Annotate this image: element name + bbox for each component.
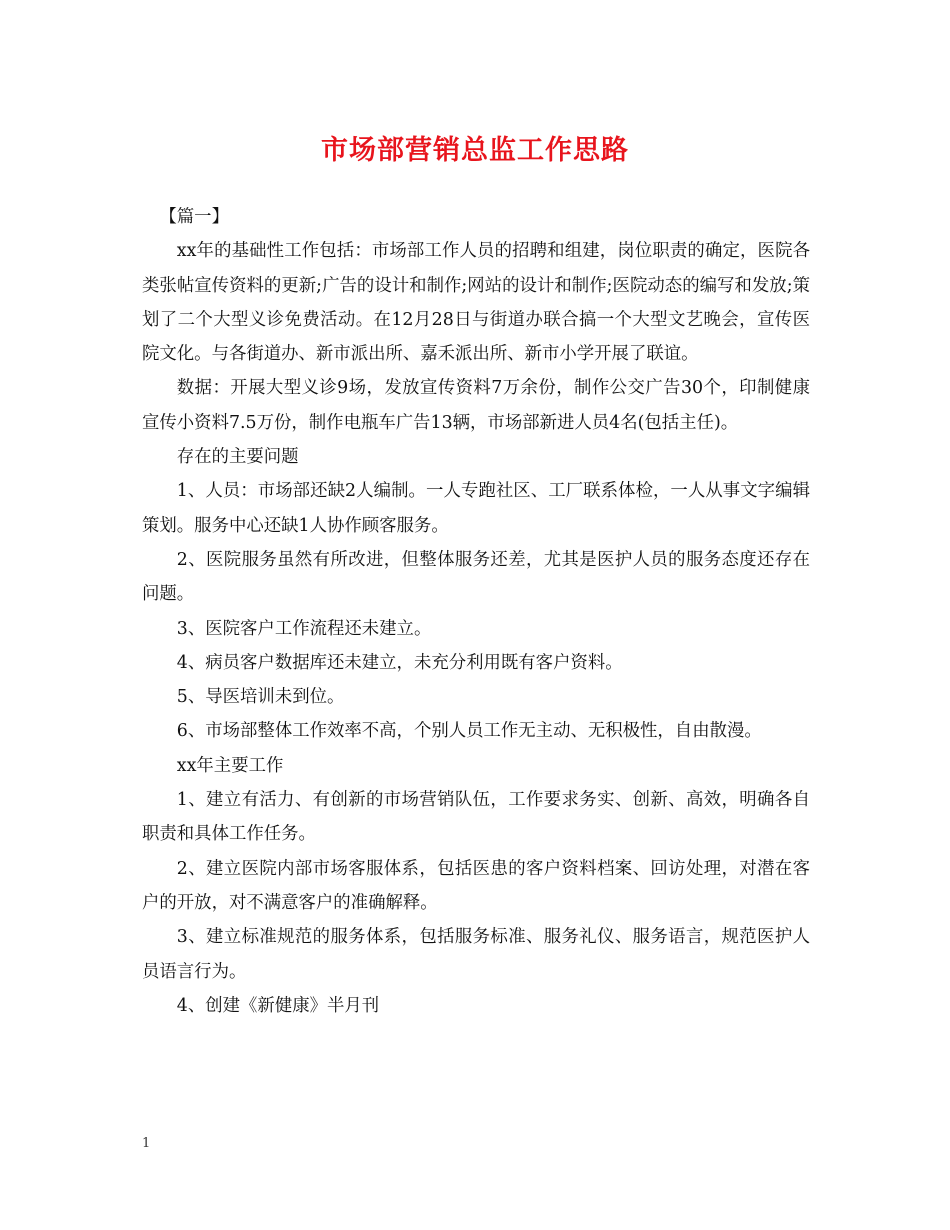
paragraph: 数据：开展大型义诊9场，发放宣传资料7万余份，制作公交广告30个，印制健康宣传小资料7.5万份，制作电瓶车广告13辆，市场部新进人员4名(包括主任)。 [142, 378, 810, 433]
page-number: 1 [142, 1136, 151, 1151]
list-item: 4、创建《新健康》半月刊 [176, 995, 380, 1016]
list-item: 1、人员：市场部还缺2人编制。一人专跑社区、工厂联系体检，一人从事文字编辑策划。服务中心还缺1人协作顾客服务。 [142, 481, 810, 536]
subheading: 存在的主要问题 [176, 447, 299, 468]
paragraph: xx年的基础性工作包括：市场部工作人员的招聘和组建，岗位职责的确定，医院各类张帖宣传资料的更新;广告的设计和制作;网站的设计和制作;医院动态的编写和发放;策划了二个大型义诊免费活动。在12月28日与街道办联合搞一个大型文艺晚会，宣传医院文化。与各街道办、新市派出所、嘉禾派出所、新市小学开展了联谊。 [142, 241, 810, 365]
list-item: 3、建立标准规范的服务体系，包括服务标准、服务礼仪、服务语言，规范医护人员语言行为。 [142, 927, 810, 982]
list-item: 5、导医培训未到位。 [176, 687, 345, 708]
list-item: 1、建立有活力、有创新的市场营销队伍，工作要求务实、创新、高效，明确各自职责和具体工作任务。 [142, 790, 810, 845]
document-title: 市场部营销总监工作思路 [321, 135, 629, 166]
list-item: 4、病员客户数据库还未建立，未充分利用既有客户资料。 [176, 652, 623, 673]
list-item: 6、市场部整体工作效率不高，个别人员工作无主动、无积极性，自由散漫。 [176, 721, 762, 742]
document-body [142, 200, 810, 1023]
list-item: 2、医院服务虽然有所改进，但整体服务还差，尤其是医护人员的服务态度还存在问题。 [142, 549, 810, 605]
subheading: xx年主要工作 [176, 755, 284, 776]
list-item: 2、建立医院内部市场客服体系，包括医患的客户资料档案、回访处理，对潜在客户的开放，对不满意客户的准确解释。 [142, 858, 810, 913]
list-item: 3、医院客户工作流程还未建立。 [176, 618, 432, 639]
section-heading: 【篇一】 [159, 207, 229, 227]
